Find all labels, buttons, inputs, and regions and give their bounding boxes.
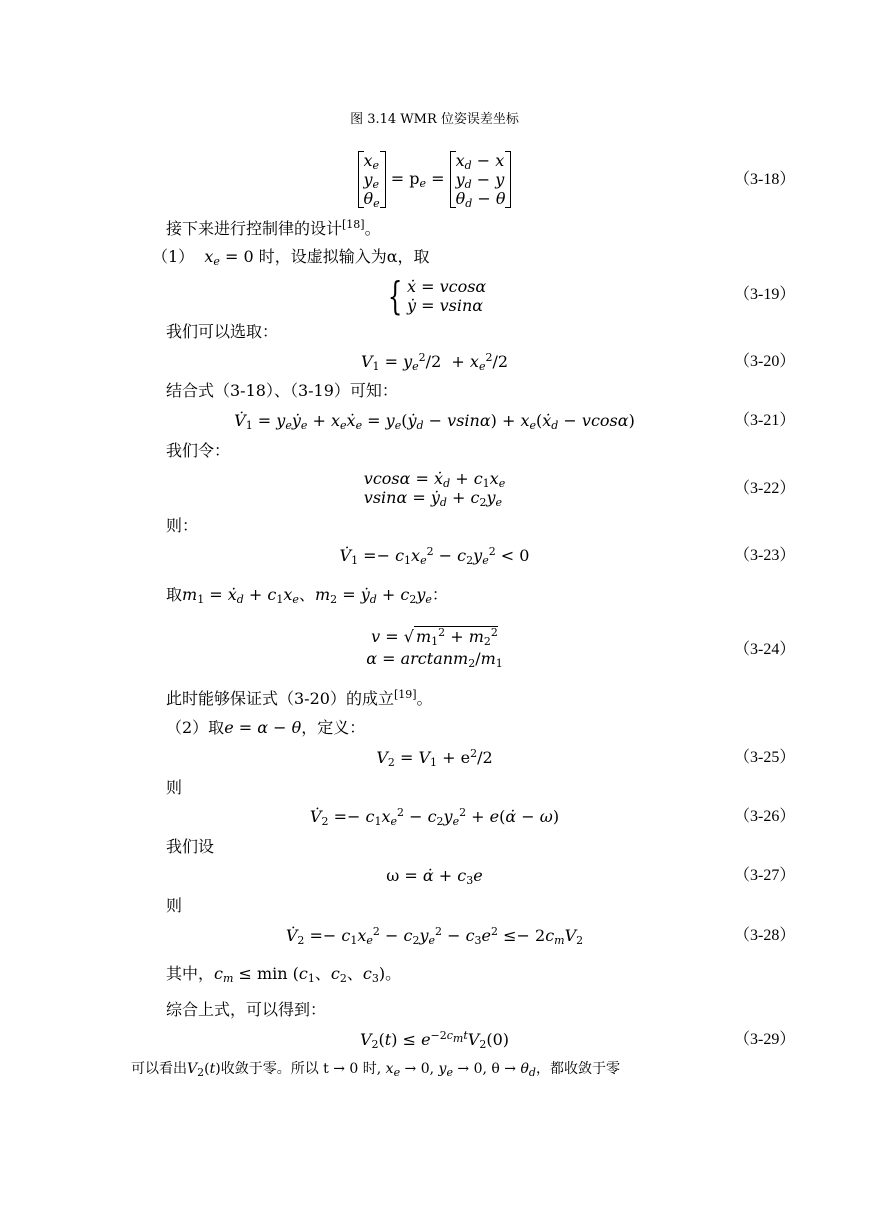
paragraph: 则： [166,516,199,535]
paragraph: 结合式（3-18）、（3-19）可知： [166,381,398,400]
paragraph: 接下来进行控制律的设计[18]。 [166,218,381,238]
paragraph: 我们设 [166,837,215,856]
equation-3-28: $V̇_2 =- c_1x_e^2 - c_2y_e^2 - c_3e^2 \le- 2c_mV_2$ [285,925,584,947]
equation-number: （3-21） [734,412,796,429]
paragraph: 取$m_1$ = ẋ$_d$ + $c_1x_e$、$m_2$ = ẏ$_d$ + $c_2y_e$： [166,585,448,606]
figure-caption: 图 3.14 WMR 位姿误差坐标 [350,112,519,127]
equation-number: （3-19） [734,286,796,303]
equation-number: （3-26） [734,808,796,825]
equation-3-25: $V_2 = V_1 + e^2/2$ [376,747,493,769]
equation-number: （3-24） [734,641,796,658]
equation-number: （3-27） [734,867,796,884]
paragraph: 此时能够保证式（3-20）的成立[19]。 [166,688,433,708]
paragraph: 则 [166,896,183,915]
equation-number: （3-29） [734,1031,796,1048]
paragraph: （1） $x_e = 0$ 时，设虚拟输入为α，取 [152,247,430,268]
paragraph: （2）取e = α − θ，定义： [166,718,366,737]
equation-number: （3-20） [734,353,796,370]
citation: [19] [393,688,417,701]
paragraph: 我们可以选取： [166,322,279,341]
equation-3-26: $V̇_2 =- c_1x_e^2 - c_2y_e^2$ + e(α̇ − ω) [309,806,560,828]
equation-3-19: { ẋ = vcosα ẏ = vsinα [387,273,487,318]
equation-3-20: $V_1 = y_e^2/2 + x_e^2/2$ [360,351,509,373]
equation-3-21: $V̇_1$ = $y_eẏ_e$ + $x_eẋ_e$ = $y_e(ẏ_d - vsin\alpha)$ + $x_e(ẋ_d - vcos\alpha)$ [234,411,635,432]
paragraph: 综合上式，可以得到： [166,1000,327,1019]
equation-3-27: ω = α̇ + $c_3e$ [386,866,483,887]
paragraph: 我们令： [166,441,231,460]
equation-number: （3-23） [734,547,796,564]
equation-3-24: v = √ $m_1^2 + m_2^2$ $\alpha = \arctan m_2/m_1$ [366,626,503,670]
paragraph: 可以看出$V_2(t)$收敛于零。所以 t → 0 时, $x_e \to 0$, $y_e \to 0$, $\theta \to \theta_d$，都收敛于零 [131,1061,620,1079]
equation-3-29: $V_2(t) \le e^{-2c_mt}V_2(0)$ [359,1029,510,1051]
paragraph: 其中，$c_m \le \min (c_1$、$c_2$、$c_3$)。 [166,964,402,985]
equation-number: （3-22） [734,480,796,497]
equation-number: （3-18） [734,171,796,188]
equation-3-22: vcosα = ẋ$_d$ + $c_1x_e$ vsinα = ẏ$_d$ + $c_2y_e$ [363,469,506,509]
equation-number: （3-28） [734,927,796,944]
equation-3-18: $x_e$ $y_e$ $\theta_e$ = $p_e$ = $x_d - x$ $y_d - y$ $\theta_d - \theta$ [0,149,869,209]
equation-3-23: $V̇_1 =- c_1x_e^2 - c_2y_e^2 < 0$ [339,545,530,567]
paragraph: 则 [166,778,183,797]
equation-number: （3-25） [734,749,796,766]
citation: [18] [342,218,365,231]
